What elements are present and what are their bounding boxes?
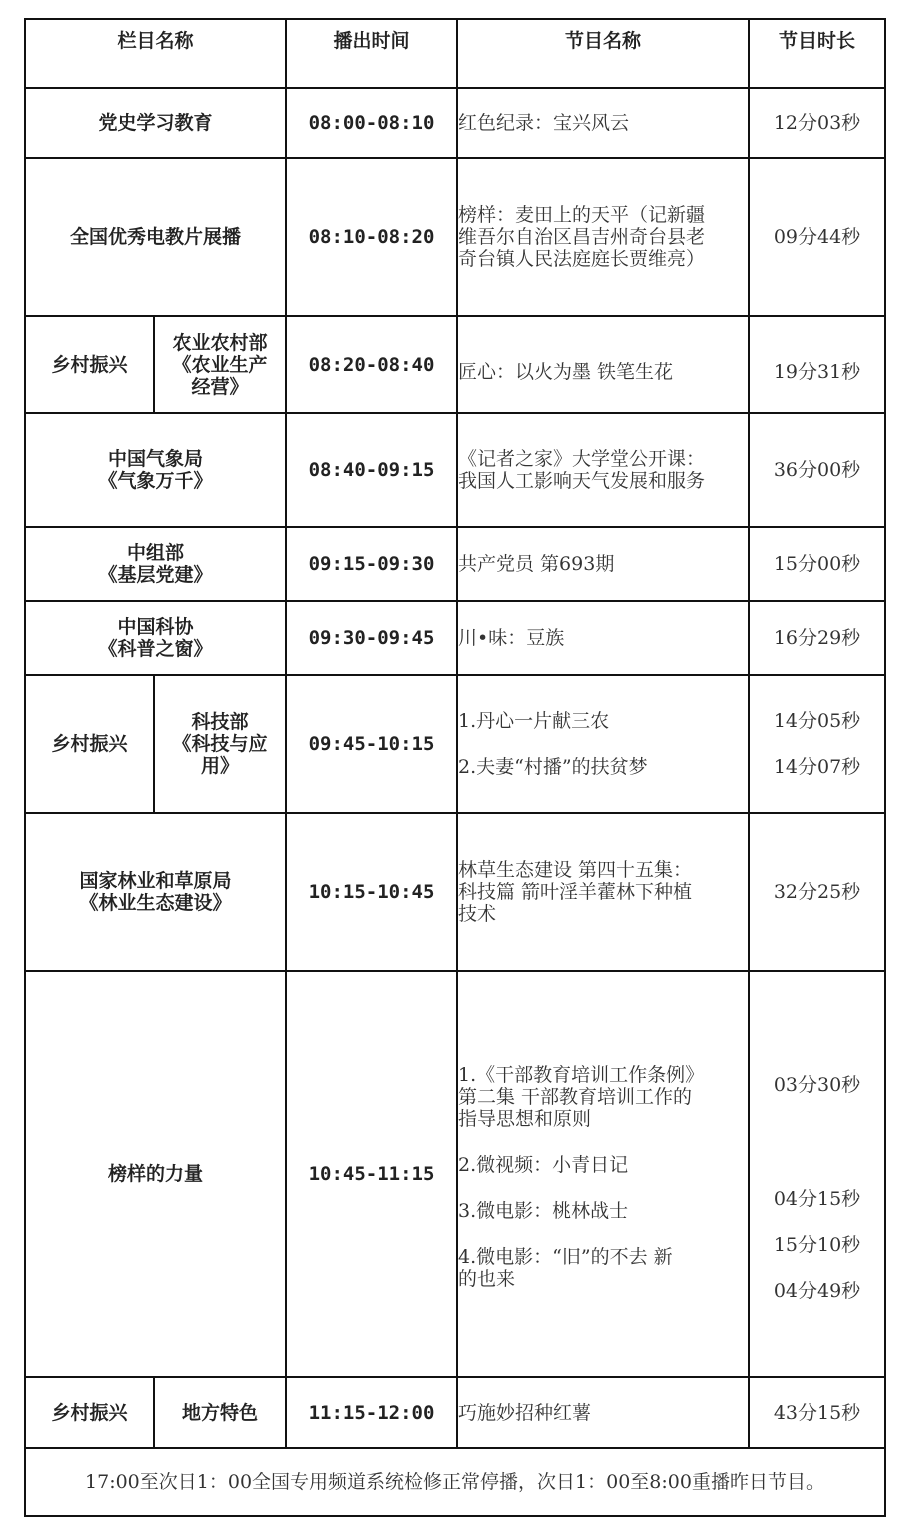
- table-row: [25, 601, 885, 675]
- header-duration: 节目时长: [749, 19, 885, 88]
- schedule-table: [24, 18, 886, 1517]
- column-name: 科技部 《科技与应 用》: [154, 675, 286, 813]
- duration: 14分05秒 14分07秒: [749, 675, 885, 813]
- program-name: 林草生态建设 第四十五集： 科技篇 箭叶淫羊藿林下种植 技术: [457, 813, 749, 971]
- table-row: [25, 813, 885, 971]
- duration: 36分00秒: [749, 413, 885, 527]
- program-name: 川•味：豆族: [457, 601, 749, 675]
- table-row: [25, 158, 885, 316]
- group-name: 乡村振兴: [25, 1377, 154, 1448]
- table-row: [25, 88, 885, 158]
- column-name: 中组部 《基层党建》: [25, 527, 286, 601]
- table-row: [25, 527, 885, 601]
- column-name: 党史学习教育: [25, 88, 286, 158]
- column-name: 榜样的力量: [25, 971, 286, 1377]
- program-name: 1.《干部教育培训工作条例》 第二集 干部教育培训工作的 指导思想和原则 2.微视频：小青日记 3.微电影：桃林战士 4.微电影：“旧”的不去 新 的也来: [457, 971, 749, 1377]
- group-name: 乡村振兴: [25, 675, 154, 813]
- air-time: 08:00-08:10: [286, 88, 457, 158]
- column-name: 地方特色: [154, 1377, 286, 1448]
- footer-row: [25, 1448, 885, 1516]
- program-name: 匠心：以火为墨 铁笔生花: [457, 316, 749, 413]
- program-name: 红色纪录：宝兴风云: [457, 88, 749, 158]
- table-row: [25, 413, 885, 527]
- air-time: 08:40-09:15: [286, 413, 457, 527]
- program-name: 榜样：麦田上的天平（记新疆 维吾尔自治区昌吉州奇台县老 奇台镇人民法庭庭长贾维亮）: [457, 158, 749, 316]
- column-name: 全国优秀电教片展播: [25, 158, 286, 316]
- air-time: 11:15-12:00: [286, 1377, 457, 1448]
- group-name: 乡村振兴: [25, 316, 154, 413]
- air-time: 10:45-11:15: [286, 971, 457, 1377]
- air-time: 08:20-08:40: [286, 316, 457, 413]
- duration: 32分25秒: [749, 813, 885, 971]
- duration: 12分03秒: [749, 88, 885, 158]
- header-column-name: 栏目名称: [25, 19, 286, 88]
- air-time: 09:15-09:30: [286, 527, 457, 601]
- column-name: 国家林业和草原局 《林业生态建设》: [25, 813, 286, 971]
- duration: 09分44秒: [749, 158, 885, 316]
- header-program-name: 节目名称: [457, 19, 749, 88]
- program-name: 巧施妙招种红薯: [457, 1377, 749, 1448]
- table-row: [25, 675, 885, 813]
- air-time: 09:30-09:45: [286, 601, 457, 675]
- table-row: [25, 1377, 885, 1448]
- program-name: 《记者之家》大学堂公开课： 我国人工影响天气发展和服务: [457, 413, 749, 527]
- duration: 19分31秒: [749, 316, 885, 413]
- table-row: [25, 316, 885, 413]
- duration: 15分00秒: [749, 527, 885, 601]
- header-air-time: 播出时间: [286, 19, 457, 88]
- column-name: 农业农村部 《农业生产 经营》: [154, 316, 286, 413]
- air-time: 10:15-10:45: [286, 813, 457, 971]
- air-time: 08:10-08:20: [286, 158, 457, 316]
- header-row: [25, 19, 885, 88]
- column-name: 中国气象局 《气象万千》: [25, 413, 286, 527]
- footer-note: 17:00至次日1：00全国专用频道系统检修正常停播，次日1：00至8:00重播昨日节目。: [25, 1448, 885, 1516]
- table-row: [25, 971, 885, 1377]
- duration: 43分15秒: [749, 1377, 885, 1448]
- air-time: 09:45-10:15: [286, 675, 457, 813]
- duration: 16分29秒: [749, 601, 885, 675]
- program-name: 共产党员 第693期: [457, 527, 749, 601]
- column-name: 中国科协 《科普之窗》: [25, 601, 286, 675]
- program-name: 1.丹心一片献三农 2.夫妻“村播”的扶贫梦: [457, 675, 749, 813]
- duration: 03分30秒 04分15秒 15分10秒 04分49秒: [749, 971, 885, 1377]
